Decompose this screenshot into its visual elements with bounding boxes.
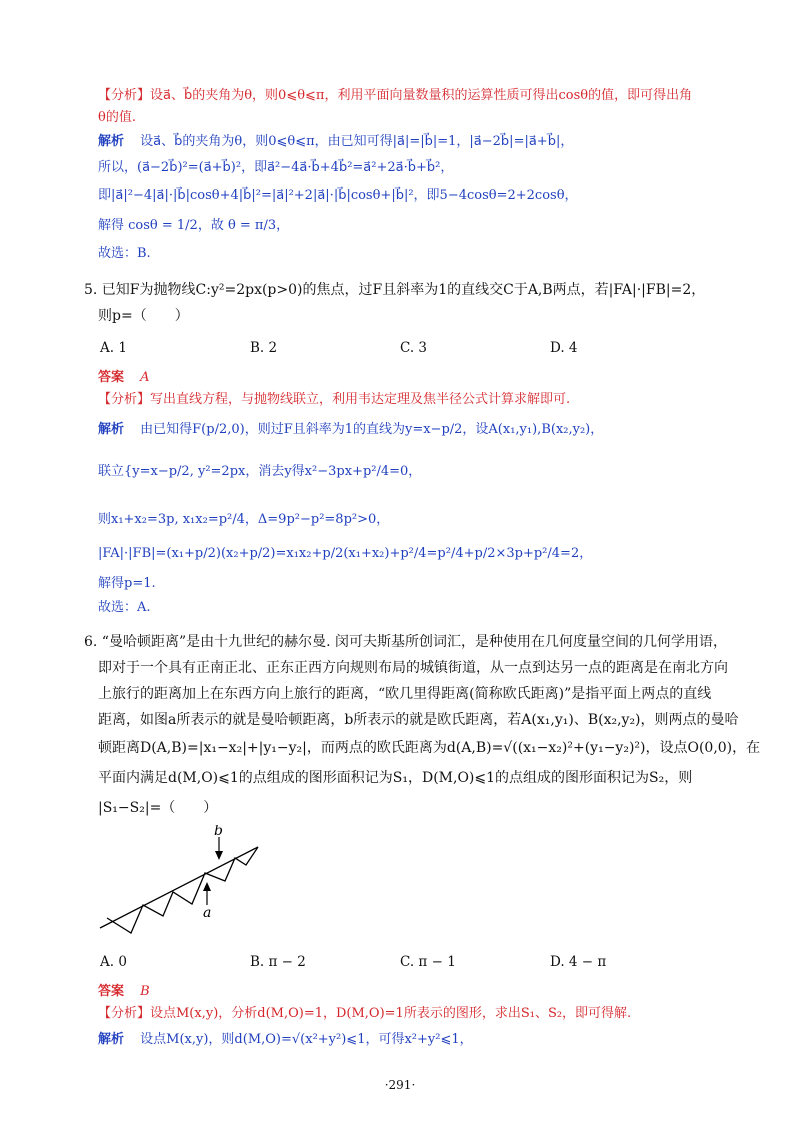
q5-option-d: D. 4 bbox=[550, 340, 578, 356]
q5-option-b: B. 2 bbox=[250, 340, 278, 356]
q4-solution-label: 解析 bbox=[98, 134, 125, 149]
q5-stem-2: 则p=（ ） bbox=[98, 308, 189, 324]
q6-stem-6: 平面内满足d(M,O)⩽1的点组成的图形面积记为S₁，D(M,O)⩽1的点组成的图形面积记为S₂，则 bbox=[98, 770, 693, 786]
q6-solution-text-1: 设点M(x,y)，则d(M,O)=√(x²+y²)⩽1，可得x²+y²⩽1， bbox=[140, 1032, 473, 1047]
q6-option-b: B. π − 2 bbox=[250, 954, 306, 970]
q4-solution-line-3: 即|a⃗|²−4|a⃗|·|b⃗|cosθ+4|b⃗|²=|a⃗|²+2|a⃗|·|b⃗|cosθ+|b⃗|²，即5−4cosθ=2+2cosθ， bbox=[98, 188, 578, 203]
q6-stem-4: 距离，如图a所表示的就是曼哈顿距离，b所表示的就是欧氏距离，若A(x₁,y₁)、B(x₂,y₂)，则两点的曼哈 bbox=[98, 712, 739, 728]
q5-analysis: 【分析】写出直线方程，与抛物线联立，利用韦达定理及焦半径公式计算求解即可. bbox=[98, 392, 571, 407]
q6-options bbox=[100, 954, 720, 974]
q6-answer bbox=[98, 982, 740, 1002]
q6-stem-5: 顿距离D(A,B)=|x₁−x₂|+|y₁−y₂|，而两点的欧氏距离为d(A,B)=√((x₁−x₂)²+(y₁−y₂)²)，设点O(0,0)，在 bbox=[98, 740, 761, 756]
q4-analysis-cont: θ的值. bbox=[98, 110, 136, 125]
q6-stem-7: |S₁−S₂|=（ ） bbox=[98, 800, 218, 816]
arrow-a-head bbox=[203, 882, 211, 891]
q5-solution-line-4: |FA|·|FB|=(x₁+p/2)(x₂+p/2)=x₁x₂+p/2(x₁+x₂)+p²/4=p²/4+p/2×3p+p²/4=2， bbox=[98, 546, 593, 561]
q5-solution-line-5: 解得p=1. bbox=[98, 576, 156, 591]
q5-solution-label: 解析 bbox=[98, 422, 125, 437]
q4-choice: 故选：B. bbox=[98, 246, 151, 261]
q5-option-a: A. 1 bbox=[100, 340, 127, 356]
q5-solution-line-3: 则x₁+x₂=3p, x₁x₂=p²/4，Δ=9p²−p²=8p²>0， bbox=[98, 512, 390, 527]
q6-option-d: D. 4 − π bbox=[550, 954, 607, 970]
q4-analysis: 【分析】设a⃗、b⃗的夹角为θ，则0⩽θ⩽π，利用平面向量数量积的运算性质可得出cosθ的值，即可得出角 bbox=[98, 88, 693, 103]
q6-solution-line-1 bbox=[98, 1030, 740, 1050]
q6-option-a: A. 0 bbox=[100, 954, 127, 970]
q6-option-c: C. π − 1 bbox=[400, 954, 456, 970]
q5-stem-1: 5. 已知F为抛物线C:y²=2px(p>0)的焦点，过F且斜率为1的直线交C于A,B两点，若|FA|·|FB|=2， bbox=[84, 282, 706, 298]
arrow-b-head bbox=[215, 851, 223, 860]
q5-solution-line-1 bbox=[98, 420, 740, 440]
q4-solution-line-2: 所以，(a⃗−2b⃗)²=(a⃗+b⃗)²，即a⃗²−4a⃗·b⃗+4b⃗²=a⃗²+2a⃗·b⃗+b⃗²， bbox=[98, 160, 454, 175]
q6-stem-2: 即对于一个具有正南正北、正东正西方向规则布局的城镇街道，从一点到达另一点的距离是在南北方向 bbox=[98, 660, 728, 676]
q5-solution-line-2: 联立{y=x−p/2, y²=2px，消去y得x²−3px+p²/4=0， bbox=[98, 464, 422, 479]
q5-options bbox=[100, 340, 720, 360]
q4-solution-line-1 bbox=[98, 132, 740, 152]
q6-stem-3: 上旅行的距离加上在东西方向上旅行的距离，“欧几里得距离(简称欧氏距离)”是指平面上两点的直线 bbox=[98, 686, 712, 702]
manhattan-euclid-figure bbox=[95, 825, 270, 940]
q5-answer-label: 答案 bbox=[98, 370, 125, 385]
q5-answer bbox=[98, 368, 740, 388]
page-number: ·291· bbox=[384, 1078, 416, 1092]
q5-solution-text-1: 由已知得F(p/2,0)，则过F且斜率为1的直线为y=x−p/2，设A(x₁,y₁),B(x₂,y₂)， bbox=[140, 422, 604, 437]
figure-label-a: a bbox=[203, 905, 212, 921]
q6-stem-1: 6. “曼哈顿距离”是由十九世纪的赫尔曼. 闵可夫斯基所创词汇，是种使用在几何度量空间的几何学用语， bbox=[84, 634, 728, 650]
manhattan-path-a bbox=[107, 847, 258, 933]
q5-option-c: C. 3 bbox=[400, 340, 428, 356]
q6-answer-value: B bbox=[140, 984, 150, 999]
q5-choice: 故选：A. bbox=[98, 600, 151, 615]
q4-solution-line-4: 解得 cosθ = 1/2，故 θ = π/3， bbox=[98, 218, 290, 233]
q5-answer-value: A bbox=[140, 370, 150, 385]
figure-label-b: b bbox=[214, 825, 223, 839]
q4-solution-text-1: 设a⃗、b⃗的夹角为θ，则0⩽θ⩽π，由已知可得|a⃗|=|b⃗|=1，|a⃗−2b⃗|=|a⃗+b⃗|， bbox=[140, 134, 574, 149]
q6-answer-label: 答案 bbox=[98, 984, 125, 999]
q6-solution-label: 解析 bbox=[98, 1032, 125, 1047]
q6-analysis: 【分析】设点M(x,y)，分析d(M,O)=1，D(M,O)=1所表示的图形，求出S₁、S₂，即可得解. bbox=[98, 1006, 632, 1021]
